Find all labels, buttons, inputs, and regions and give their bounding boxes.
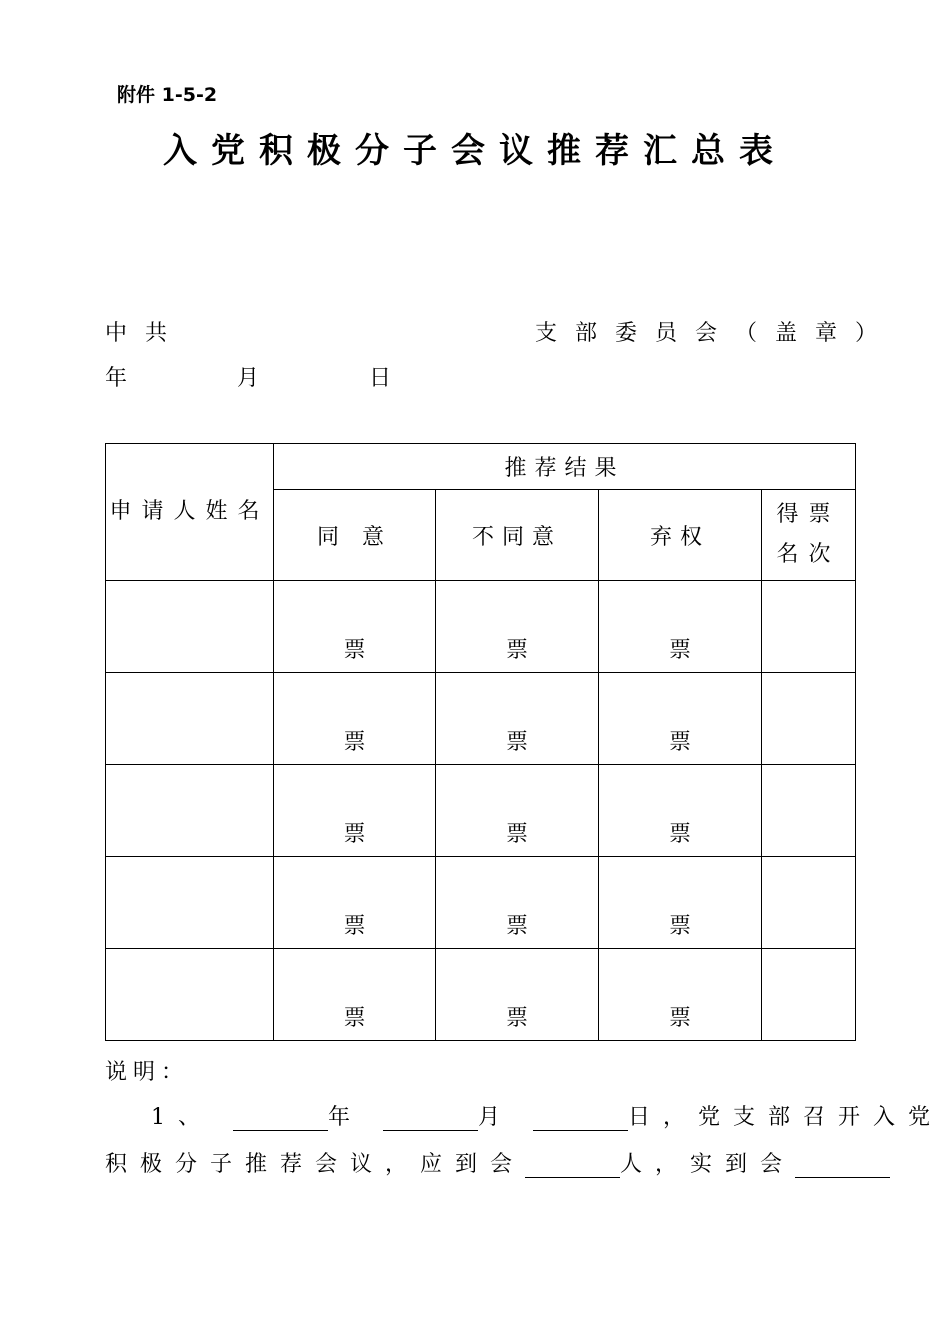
expected-attendance-blank[interactable] [525,1155,620,1178]
day-blank[interactable] [533,1108,628,1131]
table-row [106,581,856,673]
applicant-name-cell[interactable] [106,857,274,949]
disagree-cell[interactable]: 票 [436,857,599,949]
disagree-cell[interactable]: 票 [436,581,599,673]
column-header-abstain: 弃权 [599,490,762,581]
column-header-disagree: 不同意 [436,490,599,581]
date-line [105,361,409,392]
applicant-name-cell[interactable] [106,581,274,673]
disagree-cell[interactable]: 票 [436,673,599,765]
org-suffix: 支部委员会（盖章） [535,321,896,346]
agree-cell[interactable]: 票 [274,857,436,949]
applicant-name-cell[interactable] [106,765,274,857]
rank-cell[interactable] [762,765,856,857]
month-label: 月 [478,1105,514,1130]
attachment-number: 附件 1-5-2 [117,84,218,106]
agree-cell[interactable]: 票 [274,949,436,1041]
year-blank[interactable] [233,1108,328,1131]
month-blank[interactable] [383,1108,478,1131]
actual-attendance-blank[interactable] [795,1155,890,1178]
day-and-meeting-text: 日，党支部召开入党 [628,1105,944,1130]
org-line [105,316,895,347]
recommendation-summary-table [105,443,856,1041]
applicant-name-header: 申请人姓名 [106,444,274,581]
applicant-name-cell[interactable] [106,673,274,765]
actual-attendance-text: 人，实到会 [620,1152,796,1177]
applicant-name-cell[interactable] [106,949,274,1041]
agree-cell[interactable]: 票 [274,673,436,765]
agree-cell[interactable]: 票 [274,765,436,857]
table-row [106,673,856,765]
rank-cell[interactable] [762,581,856,673]
org-prefix: 中共 [105,321,186,346]
notes-item-1-line-2 [105,1147,890,1178]
notes-label: 说明： [105,1060,190,1085]
abstain-cell[interactable]: 票 [599,949,762,1041]
table-row [106,857,856,949]
meeting-text: 积极分子推荐会议，应到会 [105,1152,526,1177]
abstain-cell[interactable]: 票 [599,581,762,673]
rank-cell[interactable] [762,673,856,765]
notes-item-number: 1、 [151,1105,213,1130]
abstain-cell[interactable]: 票 [599,857,762,949]
rank-cell[interactable] [762,857,856,949]
column-header-rank: 得票名次 [762,490,856,581]
table-row [106,765,856,857]
disagree-cell[interactable]: 票 [436,949,599,1041]
date-month-label: 月 [237,366,278,391]
notes-item-1-line-1 [151,1100,943,1131]
date-year-label: 年 [105,366,146,391]
abstain-cell[interactable]: 票 [599,765,762,857]
abstain-cell[interactable]: 票 [599,673,762,765]
document-title: 入党积极分子会议推荐汇总表 [163,131,787,171]
rank-cell[interactable] [762,949,856,1041]
result-header: 推荐结果 [274,444,856,490]
column-header-agree: 同 意 [274,490,436,581]
disagree-cell[interactable]: 票 [436,765,599,857]
year-label: 年 [328,1105,364,1130]
agree-cell[interactable]: 票 [274,581,436,673]
table-row [106,949,856,1041]
date-day-label: 日 [369,366,410,391]
